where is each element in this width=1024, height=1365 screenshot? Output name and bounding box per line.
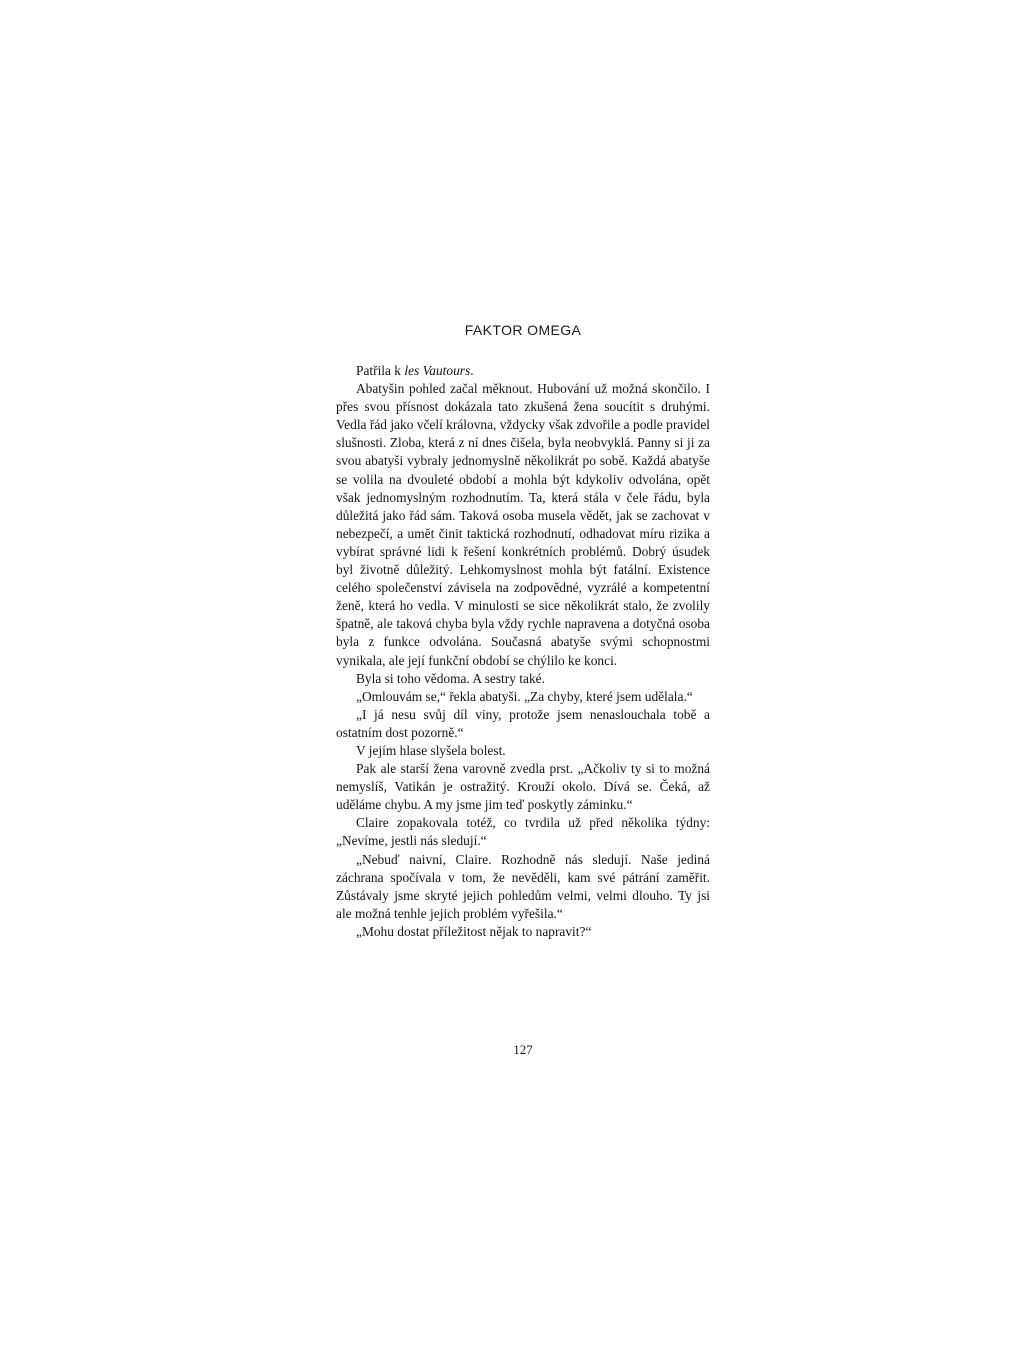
paragraph-1 bbox=[336, 362, 710, 380]
paragraph-1-pre: Patřila k bbox=[356, 363, 405, 378]
paragraph-4: „Omlouvám se,“ řekla abatyši. „Za chyby, které jsem udělala.“ bbox=[356, 688, 693, 704]
paragraph-2: Abatyšin pohled začal měknout. Hubování už možná skončilo. I přes svou přísnost dokázala tato zkušená žena soucítit s druhými. Vedla řád jako včelí královna, vždycky však zdvořile a podle pravidel slušnosti. Zloba, která z ní dnes čišela, byla neobvyklá. Panny si ji za svou abatyši vybraly jednomyslně několikrát po sobě. Každá abatyše se volila na dvouleté období a mohla být kdykoliv odvolána, opět však jednomyslným rozhodnutím. Ta, která stála v čele řádu, byla důležitá jako řád sám. Taková osoba musela vědět, jak se zachovat v nebezpečí, a umět činit taktická rozhodnutí, odhadovat míru rizika a vybírat správné lidi k řešení konkrétních problémů. Dobrý úsudek byl životně důležitý. Lehkomyslnost mohla být fatální. Existence celého společenství závisela na zodpovědné, vyzrálé a kompetentní ženě, která ho vedla. V minulosti se sice několikrát stalo, že zvolily špatně, ale taková chyba byla vždy rychle napravena a dotyčná osoba byla z funkce odvolána. Současná abatyše svými schopnostmi vynikala, ale její funkční období se chýlilo ke konci. bbox=[336, 381, 710, 668]
paragraph-8: Claire zopakovala totéž, co tvrdila už před několika týdny: „Nevíme, jestli nás sledují.“ bbox=[336, 815, 710, 849]
paragraph-1-post: . bbox=[470, 363, 474, 378]
running-head: FAKTOR OMEGA bbox=[464, 322, 582, 338]
paragraph-6: V jejím hlase slyšela bolest. bbox=[356, 742, 506, 758]
paragraph-7: Pak ale starší žena varovně zvedla prst. „Ačkoliv ty si to možná nemyslíš, Vatikán je ostražitý. Krouží okolo. Dívá se. Čeká, až uděláme chybu. A my jsme jim teď poskytly záminku.“ bbox=[336, 761, 710, 813]
paragraph-9: „Nebuď naivní, Claire. Rozhodně nás sledují. Naše jediná záchrana spočívala v tom, že nevěděli, kam své pátrání zaměřit. Zůstávaly jsme skryté jejich pohledům velmi, velmi dlouho. Ty jsi ale možná tenhle jejich problém vyřešila.“ bbox=[336, 851, 710, 921]
page-number: 127 bbox=[513, 1042, 533, 1057]
paragraph-5: „I já nesu svůj díl viny, protože jsem nenaslouchala tobě a ostatním dost pozorně.“ bbox=[336, 706, 710, 740]
paragraph-1-italic: les Vautours bbox=[404, 363, 471, 378]
body-text bbox=[336, 362, 710, 941]
paragraph-10: „Mohu dostat příležitost nějak to napravit?“ bbox=[356, 923, 592, 939]
paragraph-3: Byla si toho vědoma. A sestry také. bbox=[356, 670, 545, 686]
